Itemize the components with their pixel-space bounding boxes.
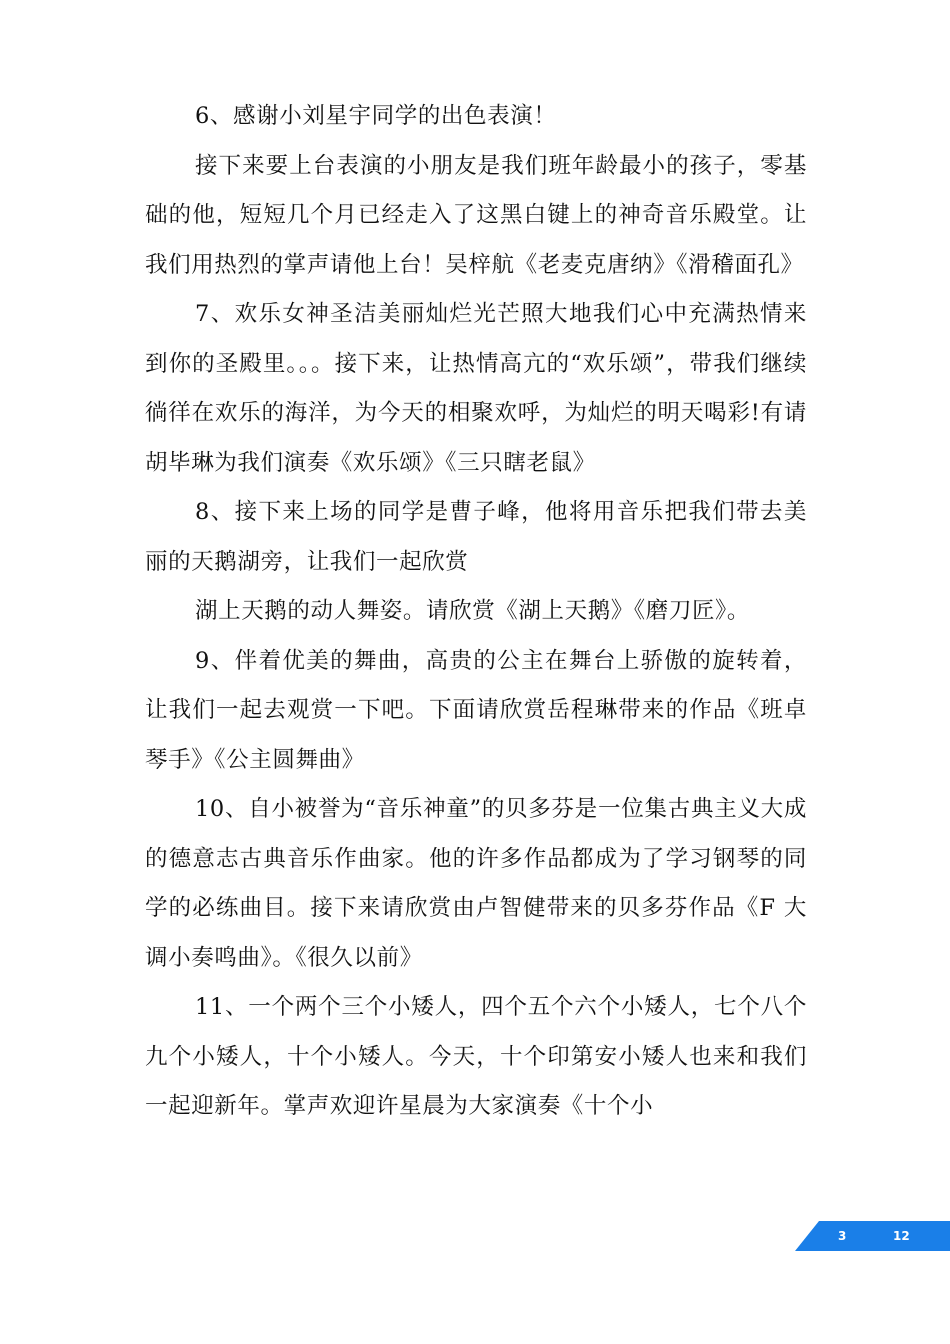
paragraph-6: 6、感谢小刘星宇同学的出色表演！ [195, 103, 557, 129]
page-number-bar [795, 1221, 950, 1251]
total-pages-number: 12 [893, 1229, 910, 1243]
current-page-number: 3 [838, 1229, 847, 1243]
paragraph-11: 11、一个两个三个小矮人，四个五个六个小矮人，七个八个九个小矮人，十个小矮人。今天，十个印第安小矮人也来和我们一起迎新年。掌声欢迎许星晨为大家演奏《十个小 [145, 994, 807, 1119]
document-body [145, 92, 807, 1132]
paragraph-9: 9、伴着优美的舞曲，高贵的公主在舞台上骄傲的旋转着，让我们一起去观赏一下吧。下面请欣赏岳程琳带来的作品《班卓琴手》《公主圆舞曲》 [145, 647, 807, 773]
paragraph-10: 10、自小被誉为“音乐神童”的贝多芬是一位集古典主义大成的德意志古典音乐作曲家。他的许多作品都成为了学习钢琴的同学的必练曲目。接下来请欣赏由卢智健带来的贝多芬作品《F 大调小奏鸣曲》。《很久以前》 [145, 796, 807, 971]
paragraph-8: 8、接下来上场的同学是曹子峰，他将用音乐把我们带去美丽的天鹅湖旁，让我们一起欣赏 [145, 499, 807, 575]
paragraph-7: 7、欢乐女神圣洁美丽灿烂光芒照大地我们心中充满热情来到你的圣殿里。。。接下来，让热情高亢的“欢乐颂”，带我们继续徜徉在欢乐的海洋，为今天的相聚欢呼，为灿烂的明天喝彩!有请胡毕琳为我们演奏《欢乐颂》《三只瞎老鼠》 [145, 301, 807, 476]
paragraph-8-continued: 湖上天鹅的动人舞姿。请欣赏《湖上天鹅》《磨刀匠》。 [195, 598, 751, 624]
paragraph-6-intro: 接下来要上台表演的小朋友是我们班年龄最小的孩子，零基础的他，短短几个月已经走入了这黑白键上的神奇音乐殿堂。让我们用热烈的掌声请他上台！吴梓航《老麦克唐纳》《滑稽面孔》 [145, 152, 807, 278]
